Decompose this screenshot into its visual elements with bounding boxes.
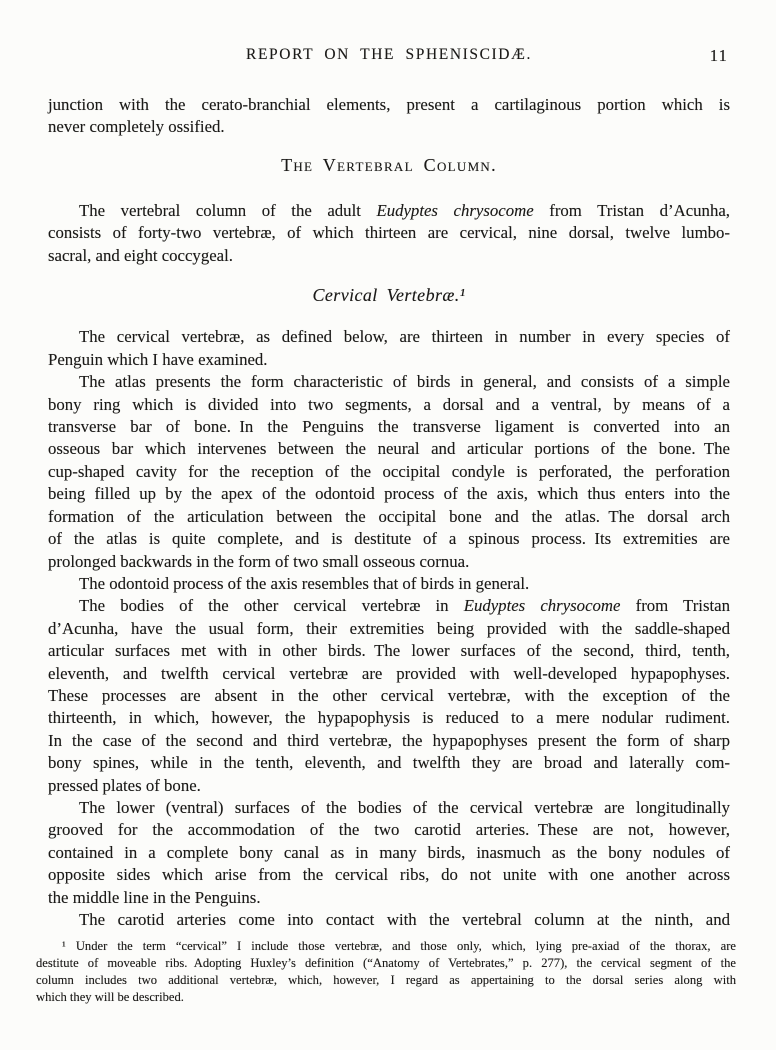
text-segment: cup-shaped cavity for the reception of the occipital condyle is perforated, the perforation (48, 461, 730, 481)
page-number: 11 (709, 46, 728, 65)
subsection-heading-cervical-vertebrae: Cervical Vertebræ.¹ (312, 285, 466, 306)
text-line (48, 483, 730, 505)
text-segment: never completely ossified. (48, 117, 225, 137)
text-line (36, 955, 736, 972)
text-segment: destitute of moveable ribs. Adopting Huxley’s definition (“Anatomy of Vertebrates,” p. 277), the cervical segment of the (36, 956, 736, 971)
text-line (48, 752, 730, 774)
text-line (48, 640, 730, 662)
text-line (48, 349, 730, 371)
text-segment: prolonged backwards in the form of two small osseous cornua. (48, 551, 470, 571)
text-segment: osseous bar which intervenes between the neural and articular portions of the bone. The (48, 439, 730, 459)
text-segment: The vertebral column of the adult (79, 200, 377, 220)
text-line (48, 595, 730, 617)
text-segment: grooved for the accommodation of the two carotid arteries. These are not, however, (48, 820, 730, 840)
text-segment: ¹ Under the term “cervical” I include those vertebræ, and those only, which, lying pre-axiad of the thorax, are (62, 939, 736, 954)
running-title: REPORT ON THE SPHENISCIDÆ. (246, 46, 532, 63)
text-segment: consists of forty-two vertebræ, of which thirteen are cervical, nine dorsal, twelve lumbo- (48, 223, 730, 243)
text-line (48, 842, 730, 864)
text-segment: eleventh, and twelfth cervical vertebræ are provided with well-developed hypapophyses. (48, 663, 730, 683)
text-line (48, 371, 730, 393)
text-segment: column includes two additional vertebræ, which, however, I regard as appertaining to the dorsal series along with (36, 973, 736, 988)
text-segment: In the case of the second and third vertebræ, the hypapophyses present the form of sharp (48, 730, 730, 750)
text-segment: of the atlas is quite complete, and is destitute of a spinous process. Its extremities are (48, 529, 730, 549)
text-segment: sacral, and eight coccygeal. (48, 245, 233, 265)
text-segment: opposite sides which arise from the cervical ribs, do not unite with one another across (48, 865, 730, 885)
paragraph (48, 573, 730, 595)
text-line (48, 775, 730, 797)
text-line (48, 573, 730, 595)
text-segment: Penguin which I have examined. (48, 349, 268, 369)
text-segment: The atlas presents the form characteristic of birds in general, and consists of a simple (79, 372, 730, 392)
paragraph (48, 797, 730, 909)
text-segment: The bodies of the other cervical vertebræ in (79, 596, 464, 616)
text-segment: d’Acunha, have the usual form, their extremities being provided with the saddle-shaped (48, 618, 730, 638)
text-line (48, 730, 730, 752)
text-line (48, 819, 730, 841)
text-line (48, 200, 730, 222)
text-line (48, 551, 730, 573)
footnote (36, 938, 736, 1006)
text-line (36, 989, 736, 1006)
text-line (48, 438, 730, 460)
text-line (48, 909, 730, 931)
text-line (48, 797, 730, 819)
text-segment: thirteenth, in which, however, the hypapophysis is reduced to a mere nodular rudiment. (48, 708, 730, 728)
paragraph (48, 94, 730, 139)
text-line (48, 116, 730, 138)
paragraph (48, 909, 730, 931)
text-segment: from Tristan d’Acunha, (533, 200, 730, 220)
text-segment: The carotid arteries come into contact with the vertebral column at the ninth, and (79, 910, 730, 929)
paragraph (48, 200, 730, 267)
text-segment: junction with the cerato-branchial elements, present a cartilaginous portion which is (48, 95, 730, 114)
text-segment: The lower (ventral) surfaces of the bodies of the cervical vertebræ are longitudinally (79, 797, 730, 817)
text-line (48, 864, 730, 886)
text-line (36, 972, 736, 989)
text-segment: from Tristan (620, 596, 730, 616)
text-segment: transverse bar of bone. In the Penguins the transverse ligament is converted into an (48, 417, 730, 437)
text-line (48, 663, 730, 685)
text-segment: formation of the articulation between the occipital bone and the atlas. The dorsal arch (48, 506, 730, 526)
text-segment: pressed plates of bone. (48, 775, 201, 795)
text-line (48, 707, 730, 729)
text-segment: The cervical vertebræ, as defined below, are thirteen in number in every species of (79, 327, 730, 347)
text-line (48, 245, 730, 267)
text-segment: bony ring which is divided into two segments, a dorsal and a ventral, by means of a (48, 394, 730, 414)
text-line (48, 326, 730, 348)
text-line (48, 618, 730, 640)
text-line (48, 887, 730, 909)
text-line (48, 528, 730, 550)
page-body (48, 94, 730, 931)
text-segment: These processes are absent in the other cervical vertebræ, with the exception of the (48, 685, 730, 705)
text-segment: which they will be described. (36, 990, 184, 1005)
text-line (48, 94, 730, 116)
text-segment: articular surfaces met with in other birds. The lower surfaces of the second, third, tenth, (48, 641, 730, 661)
text-line (48, 685, 730, 707)
text-segment: the middle line in the Penguins. (48, 887, 261, 907)
text-line (48, 416, 730, 438)
text-segment: The odontoid process of the axis resembles that of birds in general. (79, 573, 530, 593)
species-name-italic: Eudyptes chrysocome (463, 596, 621, 616)
paragraph (48, 595, 730, 797)
text-line (48, 222, 730, 244)
text-line (48, 394, 730, 416)
text-line (48, 506, 730, 528)
text-line (36, 938, 736, 955)
text-segment: contained in a complete bony canal as in many birds, inasmuch as the bony nodules of (48, 842, 730, 862)
page-header (48, 46, 730, 68)
section-heading-vertebral-column: The Vertebral Column. (281, 154, 497, 175)
text-segment: bony spines, while in the tenth, eleventh, and twelfth they are broad and laterally com- (48, 753, 730, 773)
text-segment: being filled up by the apex of the odontoid process of the axis, which thus enters into the (48, 484, 730, 504)
paragraph (48, 371, 730, 573)
paragraph (48, 326, 730, 371)
species-name-italic: Eudyptes chrysocome (376, 200, 534, 220)
text-line (48, 461, 730, 483)
